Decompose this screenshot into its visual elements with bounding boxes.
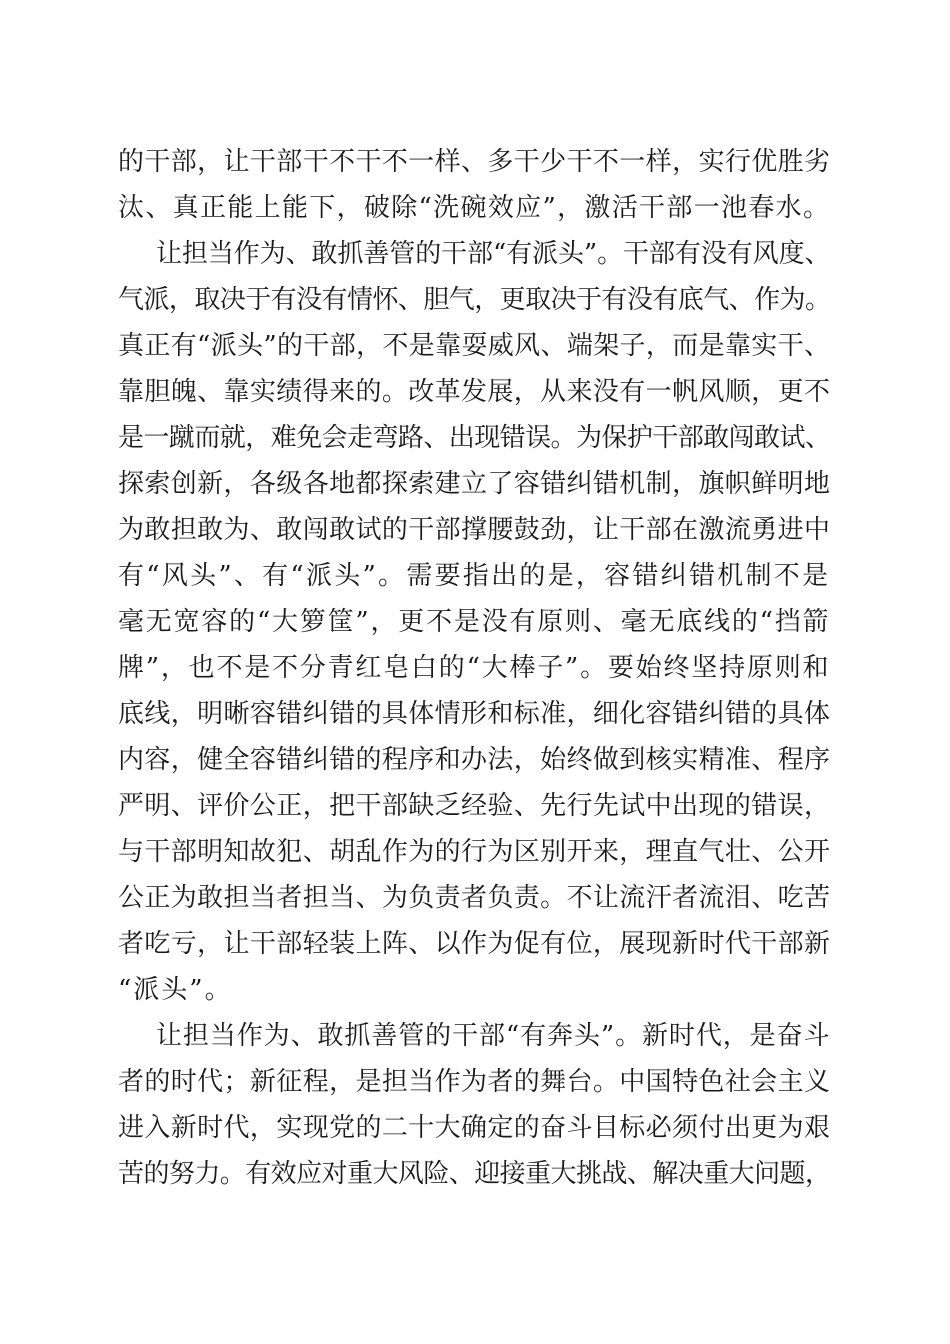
text-line: 靠胆魄、靠实绩得来的。改革发展，从来没有一帆风顺，更不 xyxy=(118,377,830,407)
text-line: 牌”，也不是不分青红皂白的“大棒子”。要始终坚持原则和 xyxy=(118,653,830,683)
text-line: 真正有“派头”的干部，不是靠耍威风、端架子，而是靠实干、 xyxy=(118,331,830,361)
text-line: 严明、评价公正，把干部缺乏经验、先行先试中出现的错误， xyxy=(118,791,830,821)
text-line: 的干部，让干部干不干不一样、多干少干不一样，实行优胜劣 xyxy=(118,147,830,177)
text-line: 汰、真正能上能下，破除“洗碗效应”，激活干部一池春水。 xyxy=(118,193,830,223)
text-line: 者吃亏，让干部轻装上阵、以作为促有位，展现新时代干部新 xyxy=(118,929,830,959)
text-line: 气派，取决于有没有情怀、胆气，更取决于有没有底气、作为。 xyxy=(118,285,830,315)
text-line: 苦的努力。有效应对重大风险、迎接重大挑战、解决重大问题， xyxy=(118,1159,830,1189)
text-line: 进入新时代，实现党的二十大确定的奋斗目标必须付出更为艰 xyxy=(118,1113,830,1143)
text-line: 为敢担敢为、敢闯敢试的干部撑腰鼓劲，让干部在激流勇进中 xyxy=(118,515,830,545)
text-line: 有“风头”、有“派头”。需要指出的是，容错纠错机制不是 xyxy=(118,561,830,591)
text-line: 者的时代；新征程，是担当作为者的舞台。中国特色社会主义 xyxy=(118,1067,830,1097)
text-line: 内容，健全容错纠错的程序和办法，始终做到核实精准、程序 xyxy=(118,745,830,775)
paragraph-end-line: “派头”。 xyxy=(118,975,233,1005)
paragraph-start-line: 让担当作为、敢抓善管的干部“有奔头”。新时代，是奋斗 xyxy=(156,1021,830,1051)
text-line: 底线，明晰容错纠错的具体情形和标准，细化容错纠错的具体 xyxy=(118,699,830,729)
text-line: 与干部明知故犯、胡乱作为的行为区别开来，理直气壮、公开 xyxy=(118,837,830,867)
text-line: 公正为敢担当者担当、为负责者负责。不让流汗者流泪、吃苦 xyxy=(118,883,830,913)
text-line: 毫无宽容的“大箩筐”，更不是没有原则、毫无底线的“挡箭 xyxy=(118,607,830,637)
text-line: 是一蹴而就，难免会走弯路、出现错误。为保护干部敢闯敢试、 xyxy=(118,423,830,453)
text-line: 探索创新，各级各地都探索建立了容错纠错机制，旗帜鲜明地 xyxy=(118,469,830,499)
paragraph-start-line: 让担当作为、敢抓善管的干部“有派头”。干部有没有风度、 xyxy=(156,239,830,269)
